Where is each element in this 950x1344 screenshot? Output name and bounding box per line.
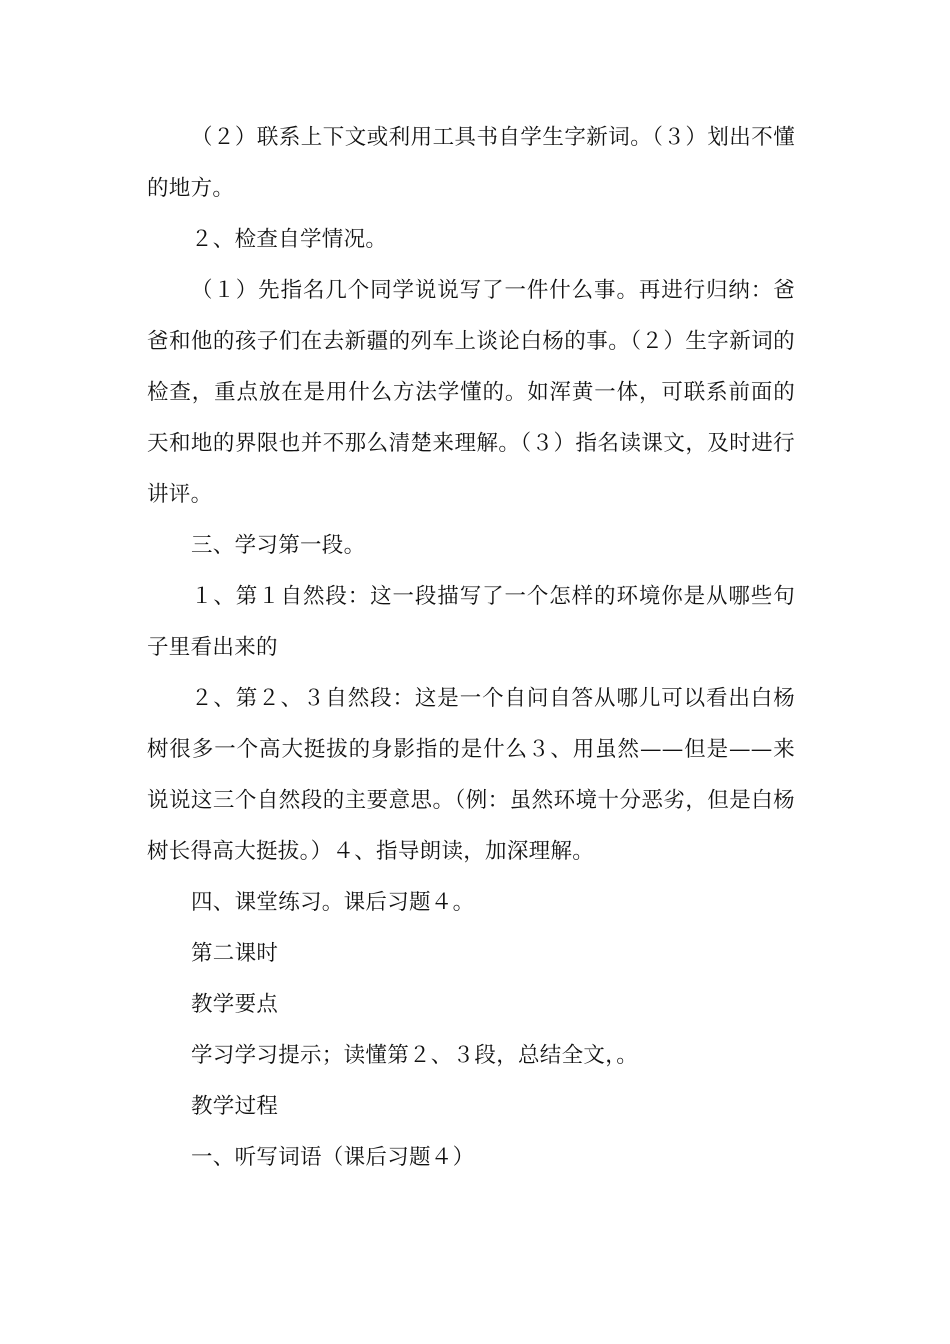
paragraph-first-natural-section: １、第１自然段：这一段描写了一个怎样的环境你是从哪些句子里看出来的 [147, 584, 795, 660]
paragraph-check-self-study: ２、检查自学情况。 [191, 227, 388, 252]
paragraph-teaching-points: 学习学习提示；读懂第２、３段，总结全文，。 [191, 1043, 639, 1068]
section-heading-part-three: 三、学习第一段。 [191, 533, 366, 558]
heading-teaching-process: 教学过程 [191, 1094, 279, 1119]
heading-second-lesson: 第二课时 [191, 941, 279, 966]
document-body [147, 112, 795, 1183]
paragraph-check-details: （１）先指名几个同学说说写了一件什么事。再进行归纳：爸爸和他的孩子们在去新疆的列车上谈论白杨的事。（２）生字新词的检查，重点放在是用什么方法学懂的。如浑黄一体，可联系前面的天和地的界限也并不那么清楚来理解。（３）指名读课文，及时进行讲评。 [147, 278, 795, 507]
paragraph-second-third-sections: ２、第２、３自然段：这是一个自问自答从哪儿可以看出白杨树很多一个高大挺拔的身影指的是什么３、用虽然——但是——来说说这三个自然段的主要意思。（例：虽然环境十分恶劣，但是白杨树长得高大挺拔。）４、指导朗读，加深理解。 [147, 686, 795, 864]
section-heading-part-four: 四、课堂练习。课后习题４。 [191, 890, 475, 915]
paragraph-self-study-steps: （２）联系上下文或利用工具书自学生字新词。（３）划出不懂的地方。 [147, 125, 795, 201]
section-heading-dictation: 一、听写词语（课后习题４） [191, 1145, 475, 1170]
heading-teaching-points: 教学要点 [191, 992, 279, 1017]
